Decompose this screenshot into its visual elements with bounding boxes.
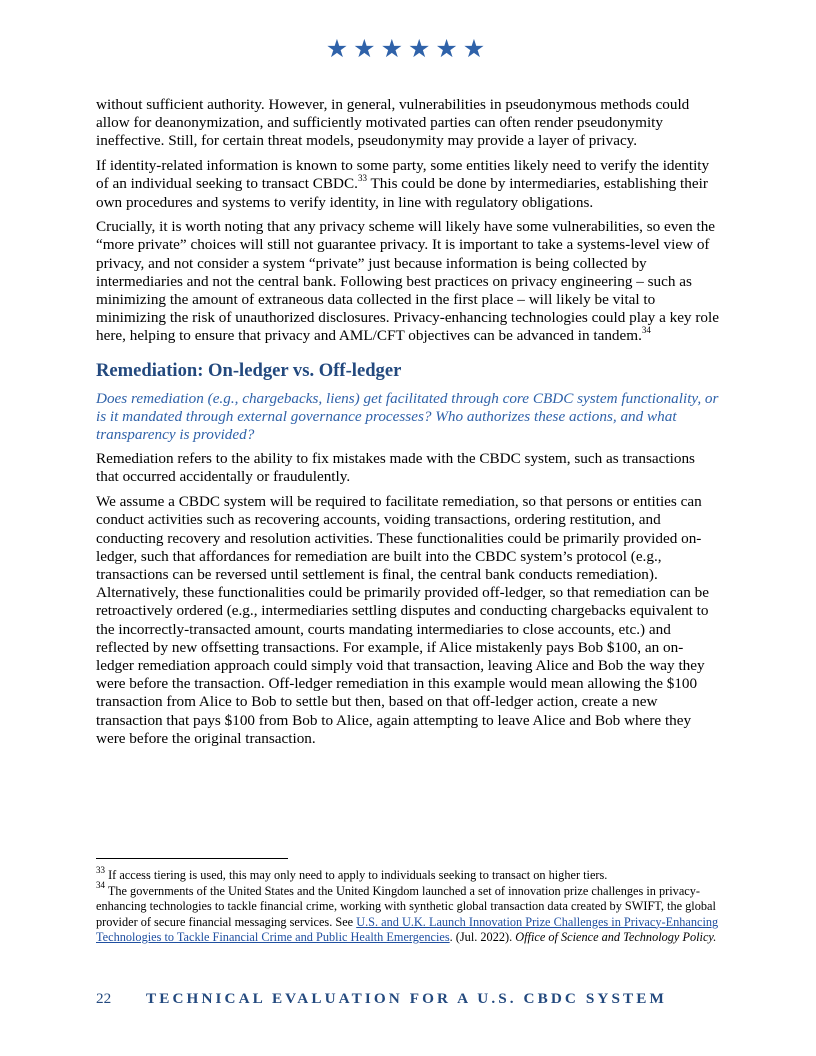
main-content	[96, 96, 720, 755]
section-heading-remediation: Remediation: On-ledger vs. Off-ledger	[96, 359, 402, 381]
paragraph-identity-verification	[96, 157, 720, 212]
footnote-number: 33	[96, 864, 105, 875]
footnote-number: 34	[96, 880, 105, 891]
footnote-source: Office of Science and Technology Policy.	[515, 930, 717, 944]
footnote-text: The governments of the United States and the United Kingdom launched a set of innovation prize challenges in privacy-enhancing technologies to tackle financial crime, working with synthetic global transaction data created by SWIFT, the global provider of secure financial messaging services. See	[96, 883, 716, 929]
footnote-33	[96, 864, 720, 884]
header-stars-decoration: ★★★★★★	[325, 34, 491, 63]
page-footer	[96, 989, 720, 1009]
document-title: TECHNICAL EVALUATION FOR A U.S. CBDC SYSTEM	[146, 990, 667, 1007]
footnote-ref-34[interactable]: 34	[641, 325, 651, 336]
footnote-divider	[96, 858, 288, 859]
paragraph-pseudonymity: without sufficient authority. However, in general, vulnerabilities in pseudonymous methods could allow for deanonymization, and sufficiently motivated parties can often render pseudonymity ineffective. Still, for certain threat models, pseudonymity may provide a layer of privacy.	[96, 96, 690, 150]
footnotes	[96, 864, 720, 946]
paragraph-privacy-vulnerabilities	[96, 218, 720, 345]
paragraph-remediation-approaches: We assume a CBDC system will be required to facilitate remediation, so that persons or entities can conduct activities such as recovering accounts, voiding transactions, ordering restitution, and conducting recovery and resolution activities. These functionalities could be primarily provided on-ledger, such that affordances for remediation are built into the CBDC system’s protocol (e.g., transactions can be reversed until settlement is final, the central bank conducts remediation). Alternatively, these functionalities could be primarily provided off-ledger, so that remediation can be retroactively ordered (e.g., intermediaries settling disputes and conducting chargebacks equivalent to the incorrectly-transacted amount, courts mandating intermediaries to close accounts, etc.) and reflected by new offsetting transactions. For example, if Alice mistakenly pays Bob $100, an on-ledger remediation approach could simply void that transaction, leaving Alice and Bob the way they were before the transaction. Off-ledger remediation in this example would mean allowing the $100 transaction from Alice to Bob to settle but then, based on that off-ledger action, create a new transaction that pays $100 from Bob to Alice, again attempting to leave Alice and Bob where they were before the original transaction.	[96, 493, 710, 747]
footnote-34	[96, 880, 720, 946]
section-guiding-question: Does remediation (e.g., chargebacks, liens) get facilitated through core CBDC system functionality, or is it mandated through external governance processes? Who authorizes these actions, and what transparency is provided?	[96, 389, 719, 444]
paragraph-text: If identity-related information is known to some party, some entities likely need to verify the identity of an individual seeking to transact CBDC.	[96, 157, 710, 193]
footnote-text: If access tiering is used, this may only need to apply to individuals seeking to transact on higher tiers.	[105, 868, 608, 882]
footnote-ref-33[interactable]: 33	[357, 173, 367, 184]
footnote-link-innovation-prize[interactable]: U.S. and U.K. Launch Innovation Prize Challenges in Privacy-Enhancing Technologies to Tackle Financial Crime and Public Health Emergencies	[96, 914, 719, 944]
paragraph-remediation-definition: Remediation refers to the ability to fix mistakes made with the CBDC system, such as transactions that occurred accidentally or fraudulently.	[96, 450, 695, 486]
footnote-text-after-link: . (Jul. 2022).	[449, 930, 516, 944]
paragraph-text-continued: This could be done by intermediaries, establishing their own procedures and systems to verify identity, in line with regulatory obligations.	[96, 175, 708, 211]
paragraph-text: Crucially, it is worth noting that any privacy scheme will likely have some vulnerabilities, so even the “more private” choices will still not guarantee privacy. It is important to take a systems-level view of privacy, and not consider a system “private” just because information is being collected by intermediaries and not the central bank. Following best practices on privacy engineering – such as minimizing the amount of extraneous data collected in the first place – will likely be vital to minimizing the risk of unauthorized disclosures. Privacy-enhancing technologies could play a key role here, helping to ensure that privacy and AML/CFT objectives can be advanced in tandem.	[96, 218, 719, 345]
page-number: 22	[96, 990, 112, 1007]
